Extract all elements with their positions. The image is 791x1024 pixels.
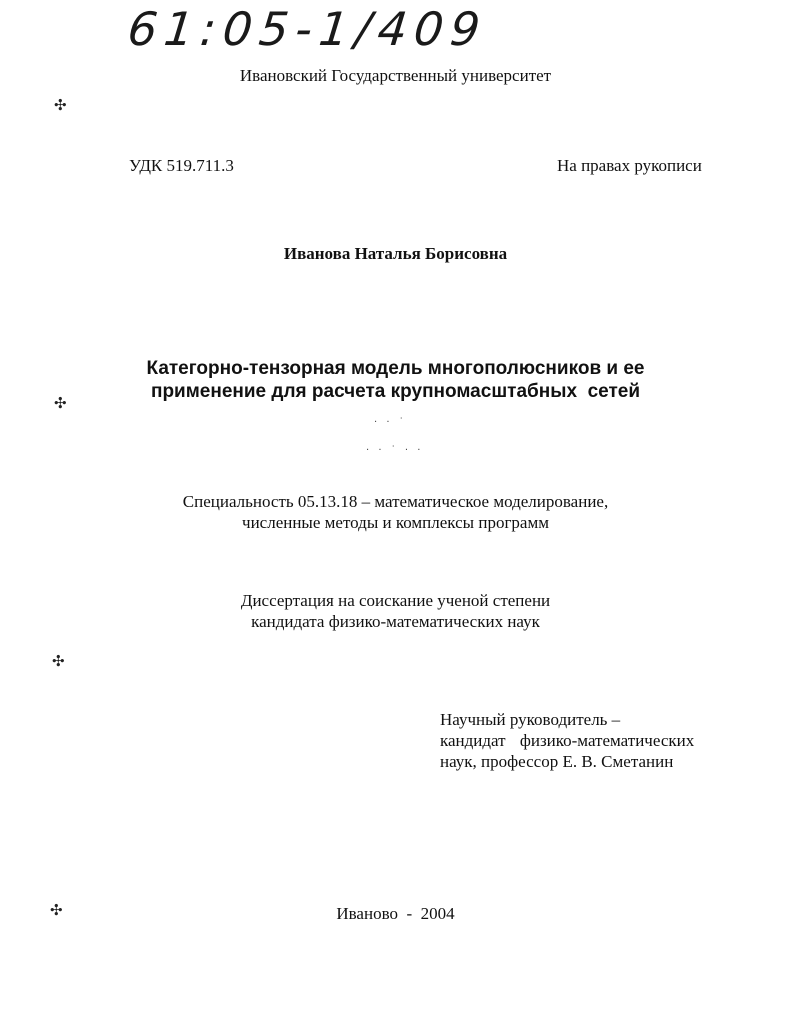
binding-hole-mark-icon: ✣ (50, 901, 63, 919)
scan-speck: · · ˙ · · (366, 445, 424, 456)
university-name: Ивановский Государственный университет (239, 66, 552, 85)
thesis-degree-line-2: кандидата физико-математических наук (251, 612, 540, 631)
thesis-degree-line-1: Диссертация на соискание ученой степени (240, 591, 551, 610)
advisor-line-2: кандидат физико-математических (440, 731, 695, 750)
advisor-line-1: Научный руководитель – (440, 710, 621, 729)
scientific-advisor (440, 709, 694, 772)
thesis-title-line-2: применение для расчета крупномасштабных сетей (150, 381, 641, 402)
thesis-title-line-1: Категорно-тензорная модель многополюсников и ее (146, 358, 645, 379)
city-year: Иваново - 2004 (336, 904, 455, 923)
specialty (0, 491, 791, 533)
rights-notice: На правах рукописи (557, 156, 702, 175)
thesis-degree (0, 590, 791, 632)
binding-hole-mark-icon: ✣ (54, 394, 67, 412)
handwritten-archive-code: 61:05-1/409 (125, 2, 490, 56)
specialty-line-2: численные методы и комплексы программ (242, 513, 549, 532)
author-name: Иванова Наталья Борисовна (283, 244, 508, 263)
thesis-title (0, 357, 791, 403)
binding-hole-mark-icon: ✣ (54, 96, 67, 114)
advisor-line-3: наук, профессор Е. В. Сметанин (440, 752, 674, 771)
udk-code: УДК 519.711.3 (129, 156, 234, 175)
scan-speck: · · ˙ (374, 417, 407, 428)
specialty-line-1: Специальность 05.13.18 – математическое моделирование, (182, 492, 609, 511)
binding-hole-mark-icon: ✣ (52, 652, 65, 670)
